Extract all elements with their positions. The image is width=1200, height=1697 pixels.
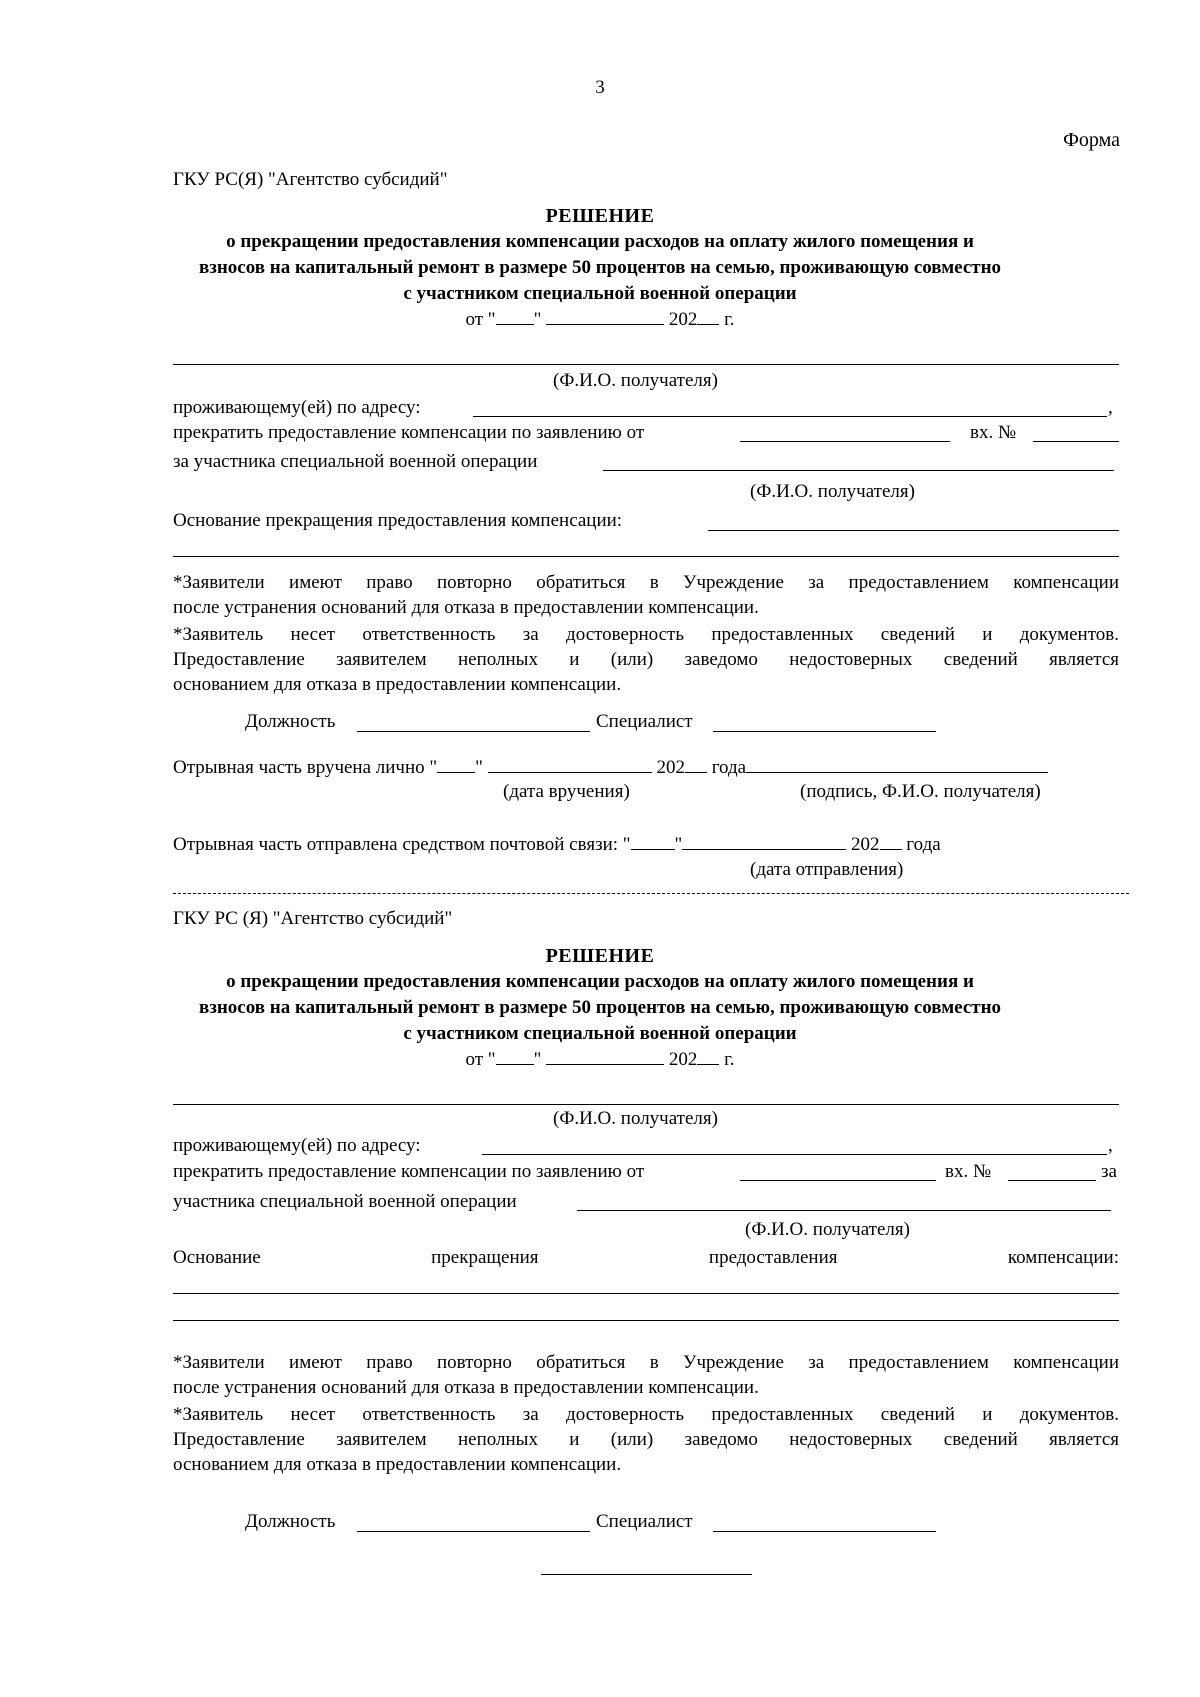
month-blank — [546, 307, 664, 325]
date-prefix: от " — [465, 309, 496, 330]
day-blank — [496, 1047, 534, 1065]
specialist-line — [713, 731, 936, 732]
date-quote: " — [533, 1049, 542, 1070]
year-blank — [697, 307, 719, 325]
signature-caption: (подпись, Ф.И.О. получателя) — [800, 781, 1041, 802]
application-date-line — [740, 441, 950, 442]
reason-row — [173, 1247, 1119, 1269]
document-title: РЕШЕНИЕ — [545, 945, 655, 967]
year-blank — [685, 755, 707, 773]
mailed-quote: " — [674, 834, 683, 855]
incoming-number-line — [1008, 1180, 1096, 1181]
document-subtitle-line: о прекращении предоставления компенсации расходов на оплату жилого помещения и — [226, 971, 974, 992]
mailed-line — [173, 832, 941, 857]
date-line — [0, 1047, 1200, 1072]
month-blank — [546, 1047, 664, 1065]
footer-separator — [541, 1574, 752, 1575]
note-responsibility — [173, 1402, 1119, 1477]
handed-suffix: года — [706, 757, 747, 778]
note-line: *Заявители имеют право повторно обратиться в Учреждение за предоставлением компенсации — [173, 572, 1119, 593]
reason-word: предоставления — [708, 1247, 838, 1268]
reason-line-2 — [173, 1320, 1119, 1321]
form-label: Форма — [1063, 129, 1120, 151]
recipient-name-line — [173, 1104, 1119, 1105]
note-line: *Заявитель несет ответственность за достоверность предоставленных сведений и документов. — [173, 624, 1119, 645]
mailed-suffix: года — [901, 834, 941, 855]
date-caption: (дата вручения) — [503, 781, 630, 802]
specialist-line — [713, 1531, 936, 1532]
date-quote: " — [533, 309, 542, 330]
reason-label: Основание прекращения предоставления компенсации: — [173, 510, 623, 531]
incoming-number-label: вх. № — [945, 1161, 992, 1182]
reason-word: Основание — [173, 1247, 261, 1268]
note-responsibility — [173, 622, 1119, 697]
participant-label: за участника специальной военной операции — [173, 451, 538, 472]
address-label: проживающему(ей) по адресу: — [173, 1135, 421, 1156]
handed-line — [173, 755, 1048, 780]
document-subtitle-line: с участником специальной военной операции — [403, 283, 797, 304]
reason-line — [173, 1293, 1119, 1294]
page-number: 3 — [595, 77, 605, 98]
note-line: после устранения оснований для отказа в предоставлении компенсации. — [173, 597, 759, 618]
organization-name: ГКУ РС (Я) "Агентство субсидий" — [173, 908, 453, 929]
handed-year: 202 — [656, 757, 685, 778]
participant-label: участника специальной военной операции — [173, 1191, 517, 1212]
year-blank — [880, 832, 902, 850]
specialist-label: Специалист — [596, 1511, 693, 1532]
incoming-number-label: вх. № — [970, 422, 1017, 443]
note-line: Предоставление заявителем неполных и (или) заведомо недостоверных сведений является — [173, 649, 1119, 670]
position-line — [357, 1531, 590, 1532]
fio-caption: (Ф.И.О. получателя) — [553, 1108, 718, 1129]
terminate-label: прекратить предоставление компенсации по заявлению от — [173, 422, 645, 443]
mailed-year: 202 — [851, 834, 880, 855]
position-line — [357, 731, 590, 732]
reason-word: компенсации: — [1007, 1247, 1119, 1268]
day-blank — [631, 832, 675, 850]
date-line — [0, 307, 1200, 332]
za-word: за — [1101, 1161, 1117, 1182]
fio-caption: (Ф.И.О. получателя) — [553, 370, 718, 391]
terminate-label: прекратить предоставление компенсации по заявлению от — [173, 1161, 645, 1182]
address-label: проживающему(ей) по адресу: — [173, 397, 421, 418]
address-line — [473, 416, 1107, 417]
document-subtitle-line: с участником специальной военной операции — [403, 1023, 797, 1044]
address-comma: , — [1108, 1135, 1113, 1156]
handed-quote: " — [475, 757, 483, 778]
date-suffix: г. — [719, 1049, 735, 1070]
reason-word: прекращения — [431, 1247, 539, 1268]
date-year: 202 — [668, 309, 698, 330]
month-blank — [682, 832, 846, 850]
month-blank — [488, 755, 652, 773]
reason-line-2 — [173, 556, 1119, 557]
address-line — [482, 1154, 1107, 1155]
recipient-name-line — [173, 364, 1119, 365]
participant-name-line — [603, 470, 1114, 471]
cut-line — [173, 893, 1129, 894]
reason-line — [708, 530, 1119, 531]
date-suffix: г. — [719, 309, 735, 330]
note-reapply — [173, 570, 1119, 620]
fio-caption: (Ф.И.О. получателя) — [750, 481, 915, 502]
fio-caption: (Ф.И.О. получателя) — [745, 1219, 910, 1240]
day-blank — [496, 307, 534, 325]
year-blank — [697, 1047, 719, 1065]
note-line: *Заявители имеют право повторно обратиться в Учреждение за предоставлением компенсации — [173, 1352, 1119, 1373]
incoming-number-line — [1033, 441, 1119, 442]
note-line: основанием для отказа в предоставлении компенсации. — [173, 674, 622, 695]
address-comma: , — [1108, 397, 1113, 418]
mailed-label: Отрывная часть отправлена средством почтовой связи: " — [173, 834, 631, 855]
document-subtitle-line: взносов на капитальный ремонт в размере 50 процентов на семью, проживающую совместно — [198, 997, 1002, 1018]
document-subtitle-line: о прекращении предоставления компенсации расходов на оплату жилого помещения и — [226, 231, 974, 252]
date-year: 202 — [668, 1049, 698, 1070]
specialist-label: Специалист — [596, 711, 693, 732]
mailed-caption: (дата отправления) — [750, 859, 904, 880]
note-line: после устранения оснований для отказа в предоставлении компенсации. — [173, 1377, 759, 1398]
signature-blank — [746, 755, 1048, 773]
participant-name-line — [577, 1210, 1111, 1211]
note-line: основанием для отказа в предоставлении компенсации. — [173, 1454, 622, 1475]
note-line: *Заявитель несет ответственность за достоверность предоставленных сведений и документов. — [173, 1404, 1119, 1425]
note-reapply — [173, 1350, 1119, 1400]
document-title: РЕШЕНИЕ — [545, 205, 655, 227]
position-label: Должность — [245, 1511, 336, 1532]
note-line: Предоставление заявителем неполных и (или) заведомо недостоверных сведений является — [173, 1429, 1119, 1450]
day-blank — [437, 755, 475, 773]
organization-name: ГКУ РС(Я) "Агентство субсидий" — [173, 169, 448, 190]
date-prefix: от " — [465, 1049, 496, 1070]
position-label: Должность — [245, 711, 336, 732]
handed-label: Отрывная часть вручена лично " — [173, 757, 438, 778]
document-subtitle-line: взносов на капитальный ремонт в размере 50 процентов на семью, проживающую совместно — [198, 257, 1002, 278]
application-date-line — [740, 1180, 936, 1181]
